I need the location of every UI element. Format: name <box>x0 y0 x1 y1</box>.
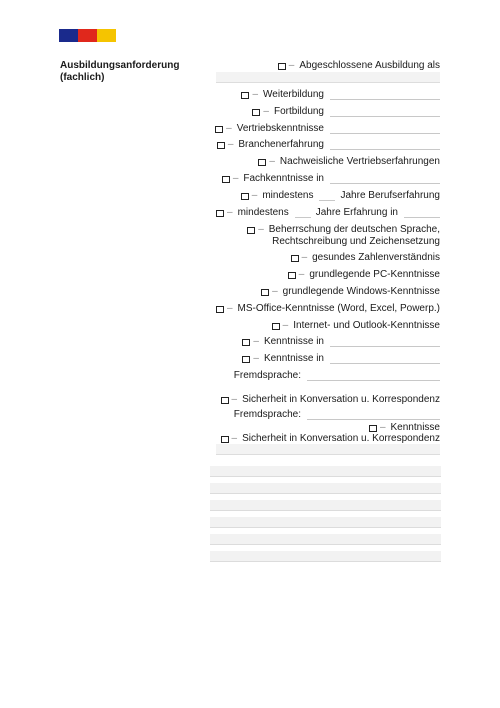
item-label: Weiterbildung <box>263 89 324 100</box>
input-line[interactable] <box>330 148 440 150</box>
item-label: Fachkenntnisse in <box>243 173 324 184</box>
item-label: Fremdsprache: <box>233 370 301 381</box>
item-pc-kenntnisse[interactable]: – grundlegende PC-Kenntnisse <box>288 269 440 281</box>
input-line[interactable] <box>330 182 440 184</box>
item-label: Kenntnisse in <box>263 336 324 347</box>
item-label: Fremdsprache: <box>233 409 301 420</box>
checkbox-icon[interactable] <box>369 425 377 432</box>
item-fachkenntnisse[interactable]: – Fachkenntnisse in <box>222 173 440 185</box>
checkbox-icon[interactable] <box>278 63 286 70</box>
item-konversation-2[interactable]: – Sicherheit in Konversation u. Korrespondenz <box>221 433 440 445</box>
item-label: MS-Office-Kenntnisse (Word, Excel, Powerp.) <box>237 303 440 314</box>
input-line[interactable] <box>307 379 440 381</box>
item-label: Sicherheit in Konversation u. Korrespondenz <box>242 433 440 444</box>
input-line-konversation[interactable] <box>216 444 440 455</box>
free-text-row[interactable] <box>210 500 441 511</box>
input-line[interactable] <box>330 132 440 134</box>
item-label: Kenntnisse in <box>263 353 324 364</box>
item-label: Nachweisliche Vertriebserfahrungen <box>279 156 440 167</box>
checkbox-icon[interactable] <box>221 436 229 443</box>
free-text-row[interactable] <box>210 534 441 545</box>
item-kenntnisse-in-2[interactable]: – Kenntnisse in <box>242 353 440 365</box>
checkbox-icon[interactable] <box>258 159 266 166</box>
item-vertriebserfahrungen[interactable]: – Nachweisliche Vertriebserfahrungen <box>258 156 440 168</box>
item-kenntnisse[interactable]: – Kenntnisse <box>369 422 440 434</box>
item-label: Kenntnisse <box>390 422 440 433</box>
checkbox-icon[interactable] <box>241 193 249 200</box>
free-text-area[interactable] <box>210 466 441 568</box>
section-title: Ausbildungsanforderung (fachlich) <box>60 60 180 83</box>
checkbox-icon[interactable] <box>261 289 269 296</box>
item-label: Internet- und Outlook-Kenntnisse <box>293 320 440 331</box>
input-line[interactable] <box>404 216 440 218</box>
item-label: grundlegende Windows-Kenntnisse <box>282 286 440 297</box>
input-line[interactable] <box>307 418 440 420</box>
checkbox-icon[interactable] <box>242 356 250 363</box>
item-label: Fortbildung <box>273 106 324 117</box>
item-fremdsprache-2[interactable] <box>234 409 440 421</box>
checkbox-icon[interactable] <box>222 176 230 183</box>
checkbox-icon[interactable] <box>242 339 250 346</box>
item-windows-kenntnisse[interactable]: – grundlegende Windows-Kenntnisse <box>261 286 440 298</box>
item-konversation-1[interactable]: – Sicherheit in Konversation u. Korrespondenz <box>221 394 440 406</box>
checkbox-icon[interactable] <box>217 142 225 149</box>
item-ms-office[interactable]: – MS-Office-Kenntnisse (Word, Excel, Powerp.) <box>216 303 440 315</box>
item-weiterbildung[interactable]: – Weiterbildung <box>241 89 440 101</box>
item-label: Branchenerfahrung <box>238 139 324 150</box>
item-label-pre: mindestens <box>237 207 289 218</box>
checkbox-icon[interactable] <box>291 255 299 262</box>
checkbox-icon[interactable] <box>216 306 224 313</box>
item-zahlenverstaendnis[interactable]: – gesundes Zahlenverständnis <box>291 252 440 264</box>
item-kenntnisse-in-1[interactable]: – Kenntnisse in <box>242 336 440 348</box>
item-label: Beherrschung der deutschen Sprache, <box>268 224 440 235</box>
checkbox-icon[interactable] <box>288 272 296 279</box>
free-text-row[interactable] <box>210 517 441 528</box>
item-fremdsprache-1[interactable] <box>234 370 440 382</box>
item-branchenerfahrung[interactable]: – Branchenerfahrung <box>217 139 440 151</box>
checkbox-icon[interactable] <box>215 126 223 133</box>
input-line[interactable] <box>330 115 440 117</box>
input-line[interactable] <box>330 362 440 364</box>
item-label: Abgeschlossene Ausbildung als <box>299 60 440 71</box>
checkbox-icon[interactable] <box>241 92 249 99</box>
item-abgeschlossene-ausbildung[interactable]: – Abgeschlossene Ausbildung als <box>278 60 440 72</box>
item-internet-outlook[interactable]: – Internet- und Outlook-Kenntnisse <box>272 320 440 332</box>
item-label: Sicherheit in Konversation u. Korrespondenz <box>242 394 440 405</box>
item-label-post: Jahre Erfahrung in <box>315 207 398 218</box>
checkbox-icon[interactable] <box>221 397 229 404</box>
item-deutsche-sprache[interactable]: – Beherrschung der deutschen Sprache, Rechtschreibung und Zeichensetzung <box>247 224 440 248</box>
item-jahre-erfahrung[interactable]: – mindestens Jahre Erfahrung in <box>216 207 440 219</box>
item-vertriebskenntnisse[interactable]: – Vertriebskenntnisse <box>215 123 440 135</box>
item-label: grundlegende PC-Kenntnisse <box>309 269 440 280</box>
checkbox-icon[interactable] <box>272 323 280 330</box>
checkbox-icon[interactable] <box>247 227 255 234</box>
item-label-pre: mindestens <box>262 190 314 201</box>
checkbox-icon[interactable] <box>216 210 224 217</box>
logo-yellow-block <box>97 29 116 42</box>
free-text-row[interactable] <box>210 551 441 562</box>
logo-red-block <box>78 29 97 42</box>
free-text-row[interactable] <box>210 466 441 477</box>
item-label: Vertriebskenntnisse <box>236 123 324 134</box>
years-input-line[interactable] <box>295 216 311 218</box>
item-label: gesundes Zahlenverständnis <box>312 252 440 263</box>
input-line[interactable] <box>330 98 440 100</box>
years-input-line[interactable] <box>319 199 335 201</box>
free-text-row[interactable] <box>210 483 441 494</box>
item-label-post: Jahre Berufserfahrung <box>340 190 440 201</box>
checkbox-icon[interactable] <box>252 109 260 116</box>
item-jahre-berufserfahrung[interactable]: – mindestens Jahre Berufserfahrung <box>241 190 440 202</box>
item-label-line2: Rechtschreibung und Zeichensetzung <box>272 236 440 247</box>
item-fortbildung[interactable]: – Fortbildung <box>252 106 440 118</box>
logo-blue-block <box>59 29 78 42</box>
input-line[interactable] <box>330 345 440 347</box>
input-line-ausbildung[interactable] <box>216 72 440 83</box>
company-logo <box>59 29 116 42</box>
